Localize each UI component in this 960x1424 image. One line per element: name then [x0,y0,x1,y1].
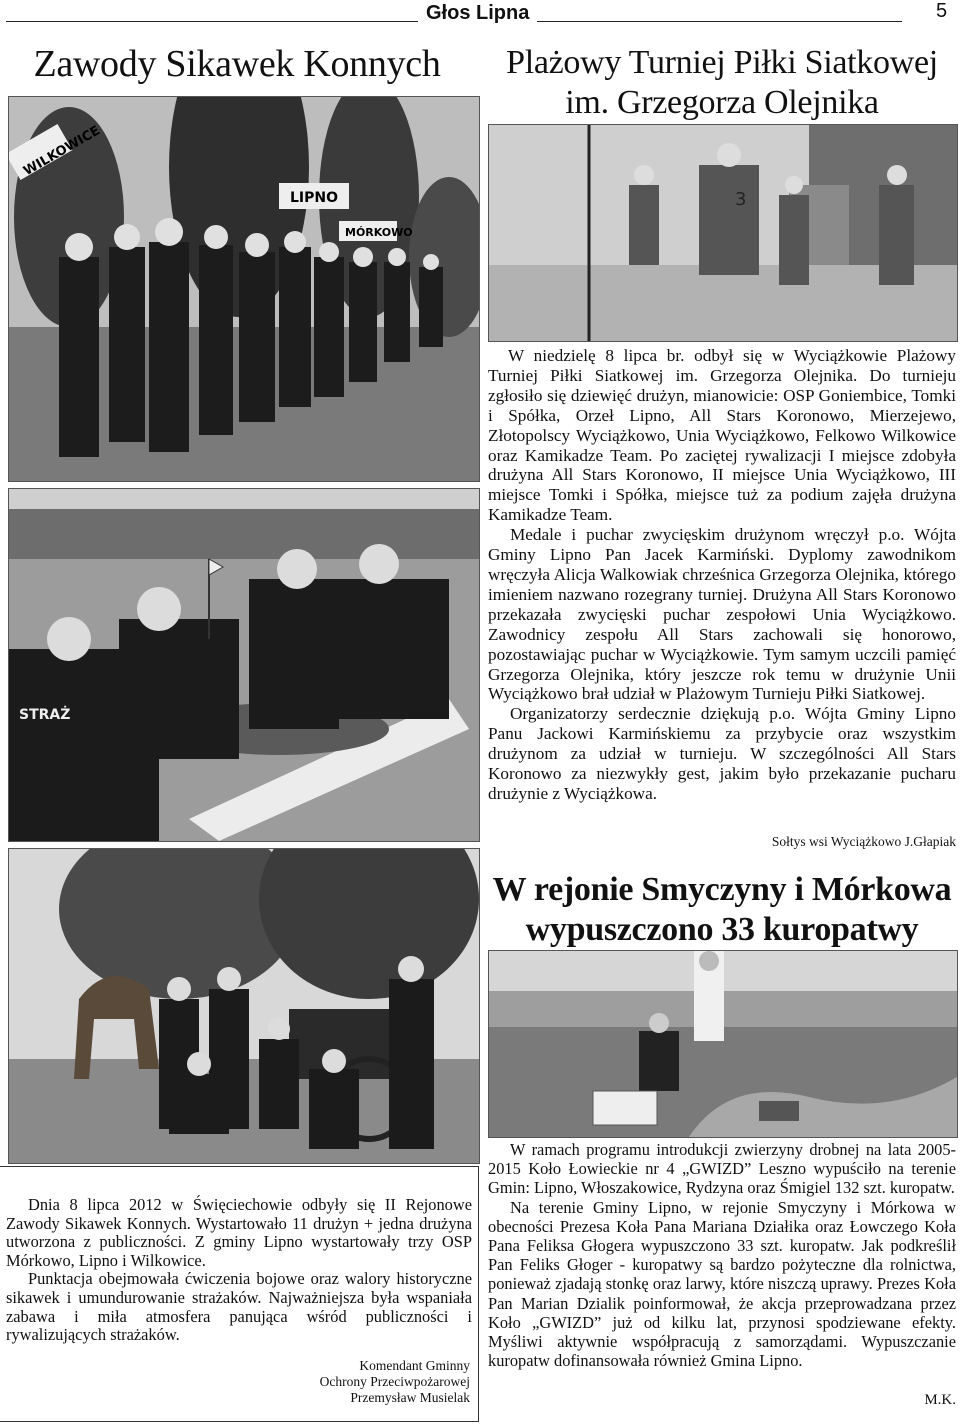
jersey-number: 3 [735,189,747,210]
partridge-paragraph-2: Na terenie Gminy Lipno, w rejonie Smyczyny i Mórkowa w obecności Prezesa Koła Pana Mariana Działika oraz Łowczego Koła Pana Feliksa Głogera wypuszczono 33 szt. kuropatw. Jak podkreślił Pan Feliks Głoger - kuropatwy są bardzo pożyteczne dla rolnictwa, ponieważ zjadają stonkę oraz larwy, które niszczą uprawy. Prezes Koła Pan Marian Dzialik poinformował, że akcja przeprowadzana przez Koło „GWIZD” już od kilku lat, przynosi spodziewane efekty. Myśliwi aktywnie współpracują z samorządami. Wypuszczanie kuropatw dofinansowała również Gmina Lipno. [488,1197,956,1371]
page-number: 5 [936,0,948,22]
left-signature-line3: Przemysław Musielak [350,1390,470,1405]
right-headline-line2: im. Grzegorza Olejnika [565,84,879,121]
left-caption [6,1196,472,1345]
right-paragraph-2: Medale i puchar zwycięskim drużynom wręczył p.o. Wójta Gminy Lipno Pan Jacek Karmiński. Dyplomy zawodnikom wręczyła Alicja Walkowiak chrześnica Grzegorza Olejnika, którego imieniem nazwano rozegrany turniej. Drużyna All Stars Koronowo przekazała zwycięski puchar zespołowi Unia Wyciążkowo. Zawodnicy zespołu All Stars zachowali się honorowo, pozostawiając puchar w Wyciążkowie. Tym samym uczcili pamięć Grzegorza Olejnika, który jeszcze rok temu w drużynie Unii Wyciążkowo brał udział w Plażowym Turnieju Piłki Siatkowej. [488,525,956,704]
partridge-headline-line2: wypuszczono 33 kuropatwy [525,911,919,948]
photo-team-carriage [8,848,480,1164]
photo-rescue-exercise [8,488,480,842]
photo-firefighter-parade [8,96,480,482]
right-article-body [488,346,956,804]
left-signature [240,1358,470,1406]
sign-lipno: LIPNO [290,190,339,206]
partridge-headline [488,870,956,950]
sign-wilkowice: WILKOWICE [21,123,103,180]
right-headline-line1: Plażowy Turniej Piłki Siatkowej [506,44,938,81]
right-signature: Sołtys wsi Wyciążkowo J.Głapiak [771,834,956,849]
sign-morkowo: MÓRKOWO [345,226,413,239]
left-signature-line1: Komendant Gminny [359,1358,470,1373]
right-headline [488,43,956,123]
left-caption-p1: Dnia 8 lipca 2012 w Święciechowie odbyły się II Rejonowe Zawody Sikawek Konnych. Wystartowało 11 drużyn + jedna drużyna utworzona z publiczności. Z gminy Lipno wystartowały trzy OSP Mórkowo, Lipno i Wilkowice. [6,1195,472,1270]
left-headline: Zawody Sikawek Konnych [33,43,441,85]
right-paragraph-3: Organizatorzy serdecznie dziękują p.o. Wójta Gminy Lipno Panu Jackowi Karmińskiemu za przybycie oraz wszystkim drużynom za udział w turnieju. W szczególności All Stars Koronowo za niezwykły gest, jakim było przekazanie pucharu drużynie z Wyciążkowa. [488,704,956,803]
partridge-signature: M.K. [924,1392,956,1408]
newspaper-title: Głos Lipna [418,2,537,25]
left-signature-line2: Ochrony Przeciwpożarowej [319,1374,470,1389]
left-caption-p2: Punktacja obejmowała ćwiczenia bojowe oraz walory historyczne sikawek i umundurowanie strażaków. Najważniejsza była wspaniała zabawa i miła atmosfera panująca wśród publiczności i rywalizujących strażaków. [6,1269,472,1345]
partridge-paragraph-1: W ramach programu introdukcji zwierzyny drobnej na lata 2005-2015 Koło Łowieckie nr 4 „GWIZD” Leszno wypuściło na terenie Gmin: Lipno, Włoszakowice, Rydzyna oraz Śmigiel 132 szt. kuropatw. [488,1140,956,1198]
photo-beach-volleyball [488,124,958,342]
partridge-headline-line1: W rejonie Smyczyny i Mórkowa [492,871,952,908]
partridge-article-body [488,1140,956,1370]
patch-straz: STRAŻ [19,707,71,723]
right-paragraph-1: W niedzielę 8 lipca br. odbył się w Wyciążkowie Plażowy Turniej Piłki Siatkowej im. Grzegorza Olejnika. Do turnieju zgłosiło się dziewięć drużyn, mianowicie: OSP Goniembice, Tomki i Spółka, Orzeł Lipno, All Stars Koronowo, Mierzejewo, Złotopolscy Wyciążkowo, Unia Wyciążkowo, Felkowo Wilkowice oraz Kamikadze Team. Po zaciętej rywalizacji I miejsce zdobyła drużyna All Stars Koronowo, II miejsce Unia Wyciążkowo, III miejsce Tomki i Spółka, miejsce tuż za podium zajęła drużyna Kamikadze Team. [488,346,956,525]
photo-partridge-release [488,950,958,1138]
